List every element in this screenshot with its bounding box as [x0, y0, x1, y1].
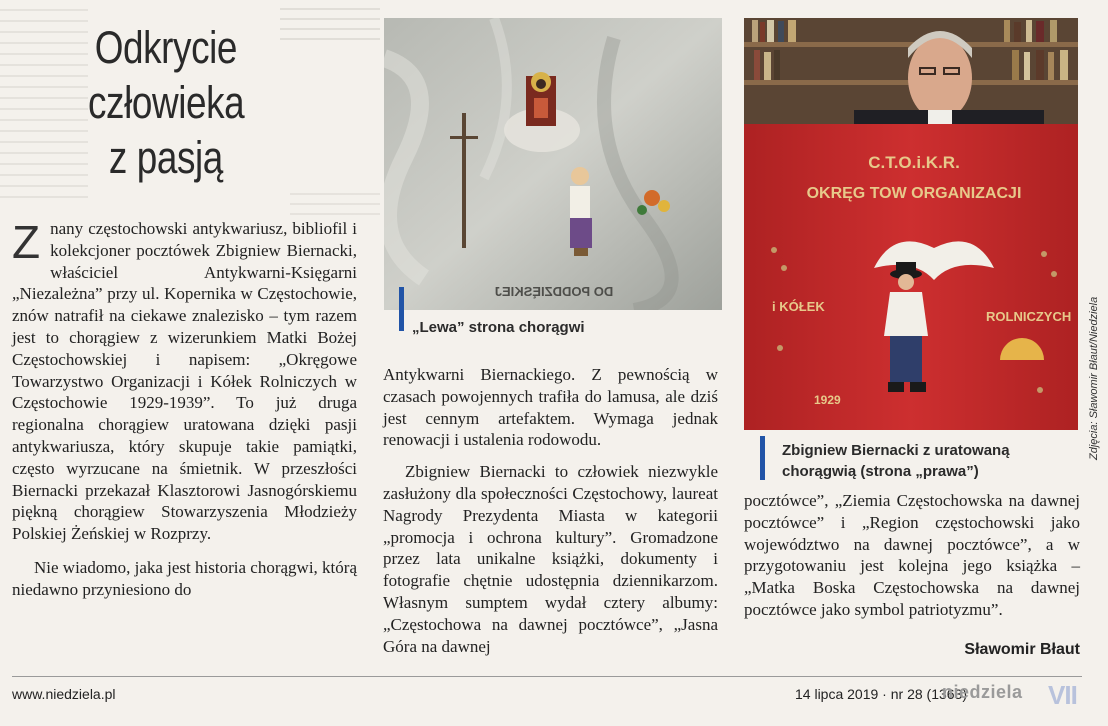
banner-text-line-1: C.T.O.i.K.R.: [868, 153, 960, 172]
banner-left-illustration: [384, 18, 722, 310]
photo-caption-left: „Lewa” strona chorągwi: [412, 319, 585, 336]
footer-website-link[interactable]: www.niedziela.pl: [12, 686, 116, 702]
caption-accent-bar-right: [760, 436, 765, 480]
paragraph-4: Zbigniew Biernacki to człowiek niezwykle zasłużony dla społeczności Częstochowy, laureat Nagrody Prezydenta Miasta w kategorii „promocja i ochrona kultury”. Gromadzone przez lata unikalne książki, dokumenty i fotografie chętnie udostępnia dziennikarzom. Własnym sumptem wydał cztery albumy: „Częstochowa na dawnej pocztówce”, „Jasna Góra na dawnej: [383, 462, 718, 656]
adjacent-column-bleed: [0, 0, 88, 205]
photo-caption-right: [782, 440, 1010, 482]
photo-biernacki-with-banner: [744, 18, 1078, 430]
banner-text-line-4: ROLNICZYCH: [986, 309, 1072, 324]
photo-caption-right-line-2: chorągwią (strona „prawa”): [782, 463, 979, 480]
article-column-3: [744, 490, 1080, 621]
article-column-2: [383, 364, 718, 657]
footer-magazine-name: niedziela: [942, 682, 1023, 702]
banner-mirrored-text: DO PODDZIĘSKIEJ: [494, 284, 614, 299]
photo-banner-left-side: [384, 18, 722, 310]
photo-caption-right-line-1: Zbigniew Biernacki z uratowaną: [782, 442, 1010, 459]
footer-page-number: VII: [1048, 680, 1077, 710]
banner-right-illustration: [744, 18, 1078, 430]
caption-accent-bar: [399, 287, 404, 331]
photo-credit: Zdjęcia: Sławomir Błaut/Niedziela: [1088, 296, 1100, 460]
banner-text-line-2: OKRĘG TOW ORGANIZACJI: [806, 185, 1022, 202]
footer-divider: [12, 676, 1082, 677]
article-headline: [88, 20, 244, 185]
footer-issue-date: 14 lipca 2019 · nr 28 (1363): [795, 686, 967, 702]
article-column-1: [12, 218, 357, 601]
banner-text-line-5: 1929: [814, 393, 841, 407]
headline-line-2: człowieka: [88, 77, 245, 128]
banner-text-line-3: i KÓŁEK: [772, 299, 825, 314]
adjacent-column-bleed-mid: [290, 185, 380, 215]
author-byline: Sławomir Błaut: [964, 641, 1080, 658]
adjacent-column-bleed-top: [280, 0, 380, 40]
paragraph-3: Antykwarni Biernackiego. Z pewnością w czasach powojennych trafiła do lamusa, ale dziś jest cennym artefaktem. Wymaga jednak renowacji i ustalenia rodowodu.: [383, 365, 718, 450]
paragraph-5: pocztówce”, „Ziemia Częstochowska na dawnej pocztówce” i „Region częstochowski jako województwo na dawnej pocztówce”, a w przygotowaniu jest kolejna jego książka – „Matka Boska Częstochowska na dawnej pocztówce jako symbol patriotyzmu”.: [744, 491, 1080, 619]
headline-line-1: Odkrycie: [94, 22, 238, 73]
lead-paragraph-text: nany częstochowski antykwariusz, bibliofil i kolekcjoner pocztówek Zbigniew Biernacki, właściciel Antykwarni-Księgarni „Niezależna” przy ul. Kopernika w Częstochowie, znów natrafił na ciekawe znalezisko – tym razem jest to chorągiew z wizerunkiem Matki Bożej Częstochowskiej i napisem: „Okręgowe Towarzystwo Organizacji i Kółek Rolniczych w Częstochowie 1929-1939”. To już druga regionalna chorągiew uratowana dzięki pasji antykwariusza, który skupuje takie pamiątki, często wyrzucane na śmietnik. W przeszłości Biernacki przekazał Klasztorowi Jasnogórskiemu piękną chorągiew Stowarzyszenia Młodzieży Polskiej Żeńskiej w Rozprzy.: [12, 219, 357, 544]
headline-line-3: z pasją: [108, 132, 223, 183]
lead-paragraph: [12, 218, 357, 545]
paragraph-2: Nie wiadomo, jaka jest historia chorągwi, którą niedawno przyniesiono do: [12, 557, 357, 599]
drop-cap: Z: [12, 216, 41, 268]
